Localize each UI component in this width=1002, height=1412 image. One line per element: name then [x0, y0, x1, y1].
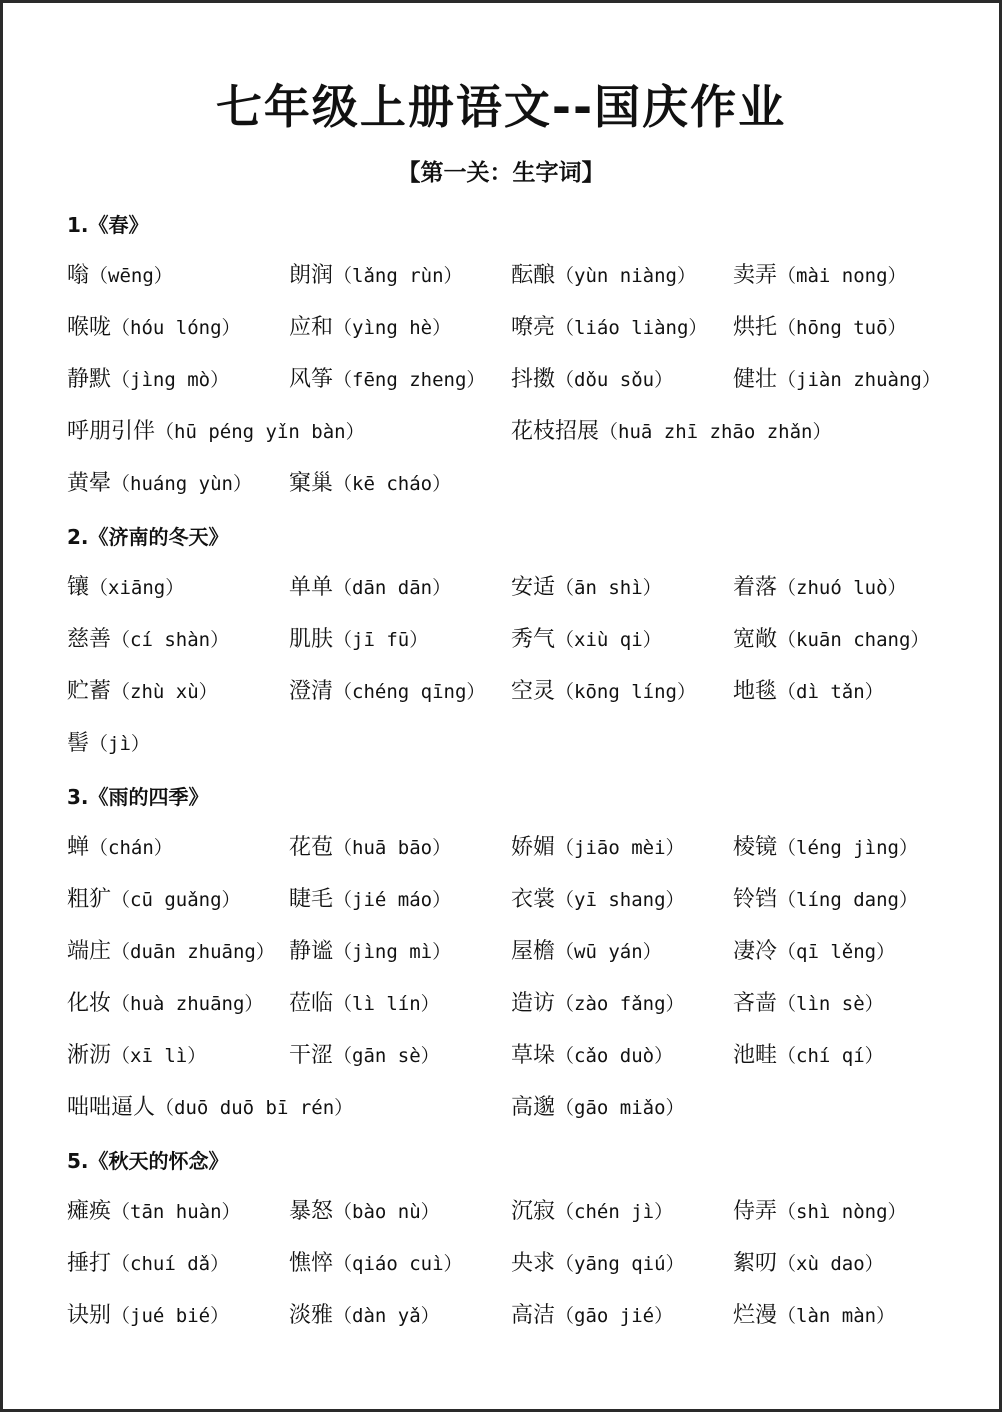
word-hanzi: 沉寂	[511, 1199, 556, 1224]
word-hanzi: 棱镜	[733, 835, 778, 860]
word-hanzi: 静默	[67, 367, 112, 392]
word-pinyin: （jué bié）	[111, 1305, 230, 1327]
word-entry	[733, 879, 955, 931]
word-entry	[67, 1087, 511, 1139]
word-pinyin: （kē cháo）	[333, 473, 452, 495]
word-entry	[67, 983, 289, 1035]
word-pinyin: （líng dang）	[777, 889, 918, 911]
word-row	[67, 931, 967, 983]
word-pinyin: （chén jì）	[555, 1201, 674, 1223]
section-heading: 1.《春》	[67, 213, 149, 237]
word-hanzi: 草垛	[511, 1043, 556, 1068]
word-pinyin: （xiāng）	[89, 577, 185, 599]
word-hanzi: 地毯	[733, 679, 778, 704]
word-row	[67, 307, 967, 359]
word-pinyin: （fēng zheng）	[333, 369, 486, 391]
word-entry	[67, 307, 289, 359]
word-pinyin: （duān zhuāng）	[111, 941, 275, 963]
word-entry	[733, 1295, 955, 1347]
word-pinyin: （xiù qi）	[555, 629, 662, 651]
word-pinyin: （dì tǎn）	[777, 681, 884, 703]
word-hanzi: 端庄	[67, 939, 112, 964]
section-heading: 5.《秋天的怀念》	[67, 1149, 229, 1173]
word-hanzi: 咄咄逼人	[67, 1095, 156, 1120]
word-entry	[511, 1087, 733, 1139]
word-pinyin: （léng jìng）	[777, 837, 918, 859]
word-hanzi: 健壮	[733, 367, 778, 392]
word-entry	[733, 1243, 955, 1295]
word-pinyin: （duō duō bī rén）	[155, 1097, 354, 1119]
word-hanzi: 蝉	[67, 835, 90, 860]
word-pinyin: （xī lì）	[111, 1045, 207, 1067]
word-hanzi: 衣裳	[511, 887, 556, 912]
word-hanzi: 髻	[67, 731, 90, 756]
word-row	[67, 1087, 967, 1139]
word-entry	[511, 931, 733, 983]
word-entry	[67, 359, 289, 411]
word-row	[67, 567, 967, 619]
word-pinyin: （dǒu sǒu）	[555, 369, 674, 391]
word-entry	[67, 567, 289, 619]
word-hanzi: 絮叨	[733, 1251, 778, 1276]
word-pinyin: （kōng líng）	[555, 681, 696, 703]
word-hanzi: 黄晕	[67, 471, 112, 496]
word-pinyin: （chéng qīng）	[333, 681, 486, 703]
word-row	[67, 255, 967, 307]
word-entry	[289, 1295, 511, 1347]
word-entry	[67, 931, 289, 983]
word-row	[67, 671, 967, 723]
word-pinyin: （gān sè）	[333, 1045, 440, 1067]
word-pinyin: （tān huàn）	[111, 1201, 241, 1223]
word-entry	[67, 1243, 289, 1295]
word-pinyin: （xù dao）	[777, 1253, 884, 1275]
word-pinyin: （kuān chang）	[777, 629, 930, 651]
word-hanzi: 窠巢	[289, 471, 334, 496]
word-entry	[289, 255, 511, 307]
word-pinyin: （huā bāo）	[333, 837, 452, 859]
word-entry	[733, 827, 955, 879]
word-entry	[67, 255, 289, 307]
word-entry	[733, 983, 955, 1035]
page-title: 七年级上册语文--国庆作业	[215, 80, 787, 134]
word-pinyin: （chí qí）	[777, 1045, 884, 1067]
word-entry	[511, 359, 733, 411]
word-row	[67, 723, 967, 775]
word-row	[67, 463, 967, 515]
word-row	[67, 983, 967, 1035]
word-pinyin: （dān dān）	[333, 577, 452, 599]
word-row	[67, 411, 967, 463]
word-pinyin: （hū péng yǐn bàn）	[155, 421, 365, 443]
word-entry	[733, 1035, 955, 1087]
section-heading: 2.《济南的冬天》	[67, 525, 229, 549]
word-pinyin: （qiáo cuì）	[333, 1253, 463, 1275]
word-hanzi: 秀气	[511, 627, 556, 652]
word-entry	[511, 879, 733, 931]
word-pinyin: （huà zhuāng）	[111, 993, 264, 1015]
word-hanzi: 暴怒	[289, 1199, 334, 1224]
word-entry	[733, 255, 955, 307]
word-hanzi: 烘托	[733, 315, 778, 340]
word-entry	[67, 671, 289, 723]
word-entry	[733, 619, 955, 671]
word-pinyin: （yāng qiú）	[555, 1253, 685, 1275]
word-pinyin: （jiàn zhuàng）	[777, 369, 941, 391]
word-hanzi: 粗犷	[67, 887, 112, 912]
word-entry	[289, 827, 511, 879]
vocabulary-section	[67, 515, 967, 775]
word-entry	[289, 463, 511, 515]
word-hanzi: 卖弄	[733, 263, 778, 288]
word-pinyin: （liáo liàng）	[555, 317, 708, 339]
word-pinyin: （shì nòng）	[777, 1201, 907, 1223]
word-hanzi: 瘫痪	[67, 1199, 112, 1224]
word-hanzi: 静谧	[289, 939, 334, 964]
word-entry	[67, 827, 289, 879]
word-pinyin: （qī lěng）	[777, 941, 896, 963]
word-hanzi: 凄冷	[733, 939, 778, 964]
word-hanzi: 屋檐	[511, 939, 556, 964]
word-hanzi: 诀别	[67, 1303, 112, 1328]
word-entry	[289, 1191, 511, 1243]
word-pinyin: （chuí dǎ）	[111, 1253, 230, 1275]
word-hanzi: 吝啬	[733, 991, 778, 1016]
word-entry	[511, 671, 733, 723]
word-pinyin: （lìn sè）	[777, 993, 884, 1015]
word-entry	[733, 307, 955, 359]
word-pinyin: （gāo jié）	[555, 1305, 674, 1327]
section-heading: 3.《雨的四季》	[67, 785, 209, 809]
word-pinyin: （dàn yǎ）	[333, 1305, 440, 1327]
word-hanzi: 慈善	[67, 627, 112, 652]
word-entry	[511, 619, 733, 671]
word-entry	[511, 1035, 733, 1087]
word-entry	[67, 879, 289, 931]
word-entry	[289, 359, 511, 411]
word-pinyin: （bào nù）	[333, 1201, 440, 1223]
word-pinyin: （zhuó luò）	[777, 577, 907, 599]
vocabulary-section	[67, 775, 967, 1139]
word-entry	[733, 567, 955, 619]
word-entry	[289, 671, 511, 723]
word-entry	[289, 1035, 511, 1087]
word-pinyin: （yùn niàng）	[555, 265, 696, 287]
word-entry	[733, 671, 955, 723]
word-hanzi: 单单	[289, 575, 334, 600]
word-entry	[733, 931, 955, 983]
word-pinyin: （yī shang）	[555, 889, 685, 911]
word-entry	[289, 879, 511, 931]
word-pinyin: （zào fǎng）	[555, 993, 685, 1015]
word-entry	[67, 1035, 289, 1087]
word-entry	[511, 827, 733, 879]
word-entry	[289, 307, 511, 359]
word-hanzi: 肌肤	[289, 627, 334, 652]
word-entry	[733, 359, 955, 411]
word-hanzi: 憔悴	[289, 1251, 334, 1276]
word-pinyin: （jī fū）	[333, 629, 429, 651]
word-pinyin: （wū yán）	[555, 941, 662, 963]
word-hanzi: 嗡	[67, 263, 90, 288]
word-hanzi: 镶	[67, 575, 90, 600]
word-pinyin: （mài nong）	[777, 265, 907, 287]
word-hanzi: 贮蓄	[67, 679, 112, 704]
word-hanzi: 宽敞	[733, 627, 778, 652]
word-entry	[67, 1295, 289, 1347]
word-entry	[67, 411, 511, 463]
word-hanzi: 酝酿	[511, 263, 556, 288]
word-pinyin: （huā zhī zhāo zhǎn）	[599, 421, 832, 443]
word-hanzi: 捶打	[67, 1251, 112, 1276]
word-row	[67, 619, 967, 671]
word-row	[67, 1243, 967, 1295]
word-hanzi: 烂漫	[733, 1303, 778, 1328]
word-pinyin: （lǎng rùn）	[333, 265, 463, 287]
word-entry	[67, 463, 289, 515]
word-hanzi: 睫毛	[289, 887, 334, 912]
word-pinyin: （jìng mò）	[111, 369, 230, 391]
word-entry	[511, 307, 733, 359]
word-row	[67, 879, 967, 931]
page-subtitle: 【第一关：生字词】	[397, 160, 605, 186]
word-entry	[67, 723, 289, 775]
word-pinyin: （lì lín）	[333, 993, 440, 1015]
word-entry	[289, 619, 511, 671]
word-entry	[511, 1295, 733, 1347]
word-hanzi: 花枝招展	[511, 419, 600, 444]
word-entry	[511, 983, 733, 1035]
word-hanzi: 化妆	[67, 991, 112, 1016]
word-hanzi: 呼朋引伴	[67, 419, 156, 444]
word-pinyin: （huáng yùn）	[111, 473, 252, 495]
word-entry	[511, 411, 955, 463]
word-pinyin: （cǎo duò）	[555, 1045, 674, 1067]
word-hanzi: 安适	[511, 575, 556, 600]
word-hanzi: 应和	[289, 315, 334, 340]
word-entry	[511, 1243, 733, 1295]
word-entry	[511, 567, 733, 619]
word-hanzi: 侍弄	[733, 1199, 778, 1224]
word-pinyin: （chán）	[89, 837, 173, 859]
word-hanzi: 嘹亮	[511, 315, 556, 340]
word-pinyin: （jiāo mèi）	[555, 837, 685, 859]
word-row	[67, 1295, 967, 1347]
word-entry	[289, 567, 511, 619]
vocabulary-section	[67, 1139, 967, 1347]
vocabulary-content	[67, 203, 967, 1347]
word-pinyin: （cí shàn）	[111, 629, 230, 651]
word-entry	[67, 619, 289, 671]
word-entry	[289, 931, 511, 983]
word-pinyin: （gāo miǎo）	[555, 1097, 685, 1119]
word-hanzi: 高邈	[511, 1095, 556, 1120]
word-pinyin: （jié máo）	[333, 889, 452, 911]
word-row	[67, 1191, 967, 1243]
word-hanzi: 淅沥	[67, 1043, 112, 1068]
vocabulary-section	[67, 203, 967, 515]
word-row	[67, 359, 967, 411]
word-hanzi: 干涩	[289, 1043, 334, 1068]
word-pinyin: （ān shì）	[555, 577, 662, 599]
word-hanzi: 喉咙	[67, 315, 112, 340]
word-pinyin: （hōng tuō）	[777, 317, 907, 339]
word-pinyin: （cū guǎng）	[111, 889, 241, 911]
word-entry	[289, 1243, 511, 1295]
word-hanzi: 央求	[511, 1251, 556, 1276]
word-hanzi: 澄清	[289, 679, 334, 704]
word-hanzi: 花苞	[289, 835, 334, 860]
word-hanzi: 高洁	[511, 1303, 556, 1328]
word-hanzi: 抖擞	[511, 367, 556, 392]
word-entry	[511, 255, 733, 307]
word-hanzi: 朗润	[289, 263, 334, 288]
word-hanzi: 空灵	[511, 679, 556, 704]
word-pinyin: （yìng hè）	[333, 317, 452, 339]
word-entry	[67, 1191, 289, 1243]
word-hanzi: 造访	[511, 991, 556, 1016]
word-hanzi: 池畦	[733, 1043, 778, 1068]
word-entry	[733, 1191, 955, 1243]
word-hanzi: 着落	[733, 575, 778, 600]
word-row	[67, 827, 967, 879]
word-hanzi: 淡雅	[289, 1303, 334, 1328]
word-entry	[511, 1191, 733, 1243]
word-hanzi: 铃铛	[733, 887, 778, 912]
word-hanzi: 娇媚	[511, 835, 556, 860]
word-pinyin: （jìng mì）	[333, 941, 452, 963]
word-row	[67, 1035, 967, 1087]
word-pinyin: （zhù xù）	[111, 681, 218, 703]
word-pinyin: （wēng）	[89, 265, 173, 287]
word-hanzi: 风筝	[289, 367, 334, 392]
word-entry	[289, 983, 511, 1035]
word-hanzi: 莅临	[289, 991, 334, 1016]
word-pinyin: （jì）	[89, 733, 150, 755]
word-pinyin: （hóu lóng）	[111, 317, 241, 339]
word-pinyin: （làn màn）	[777, 1305, 896, 1327]
